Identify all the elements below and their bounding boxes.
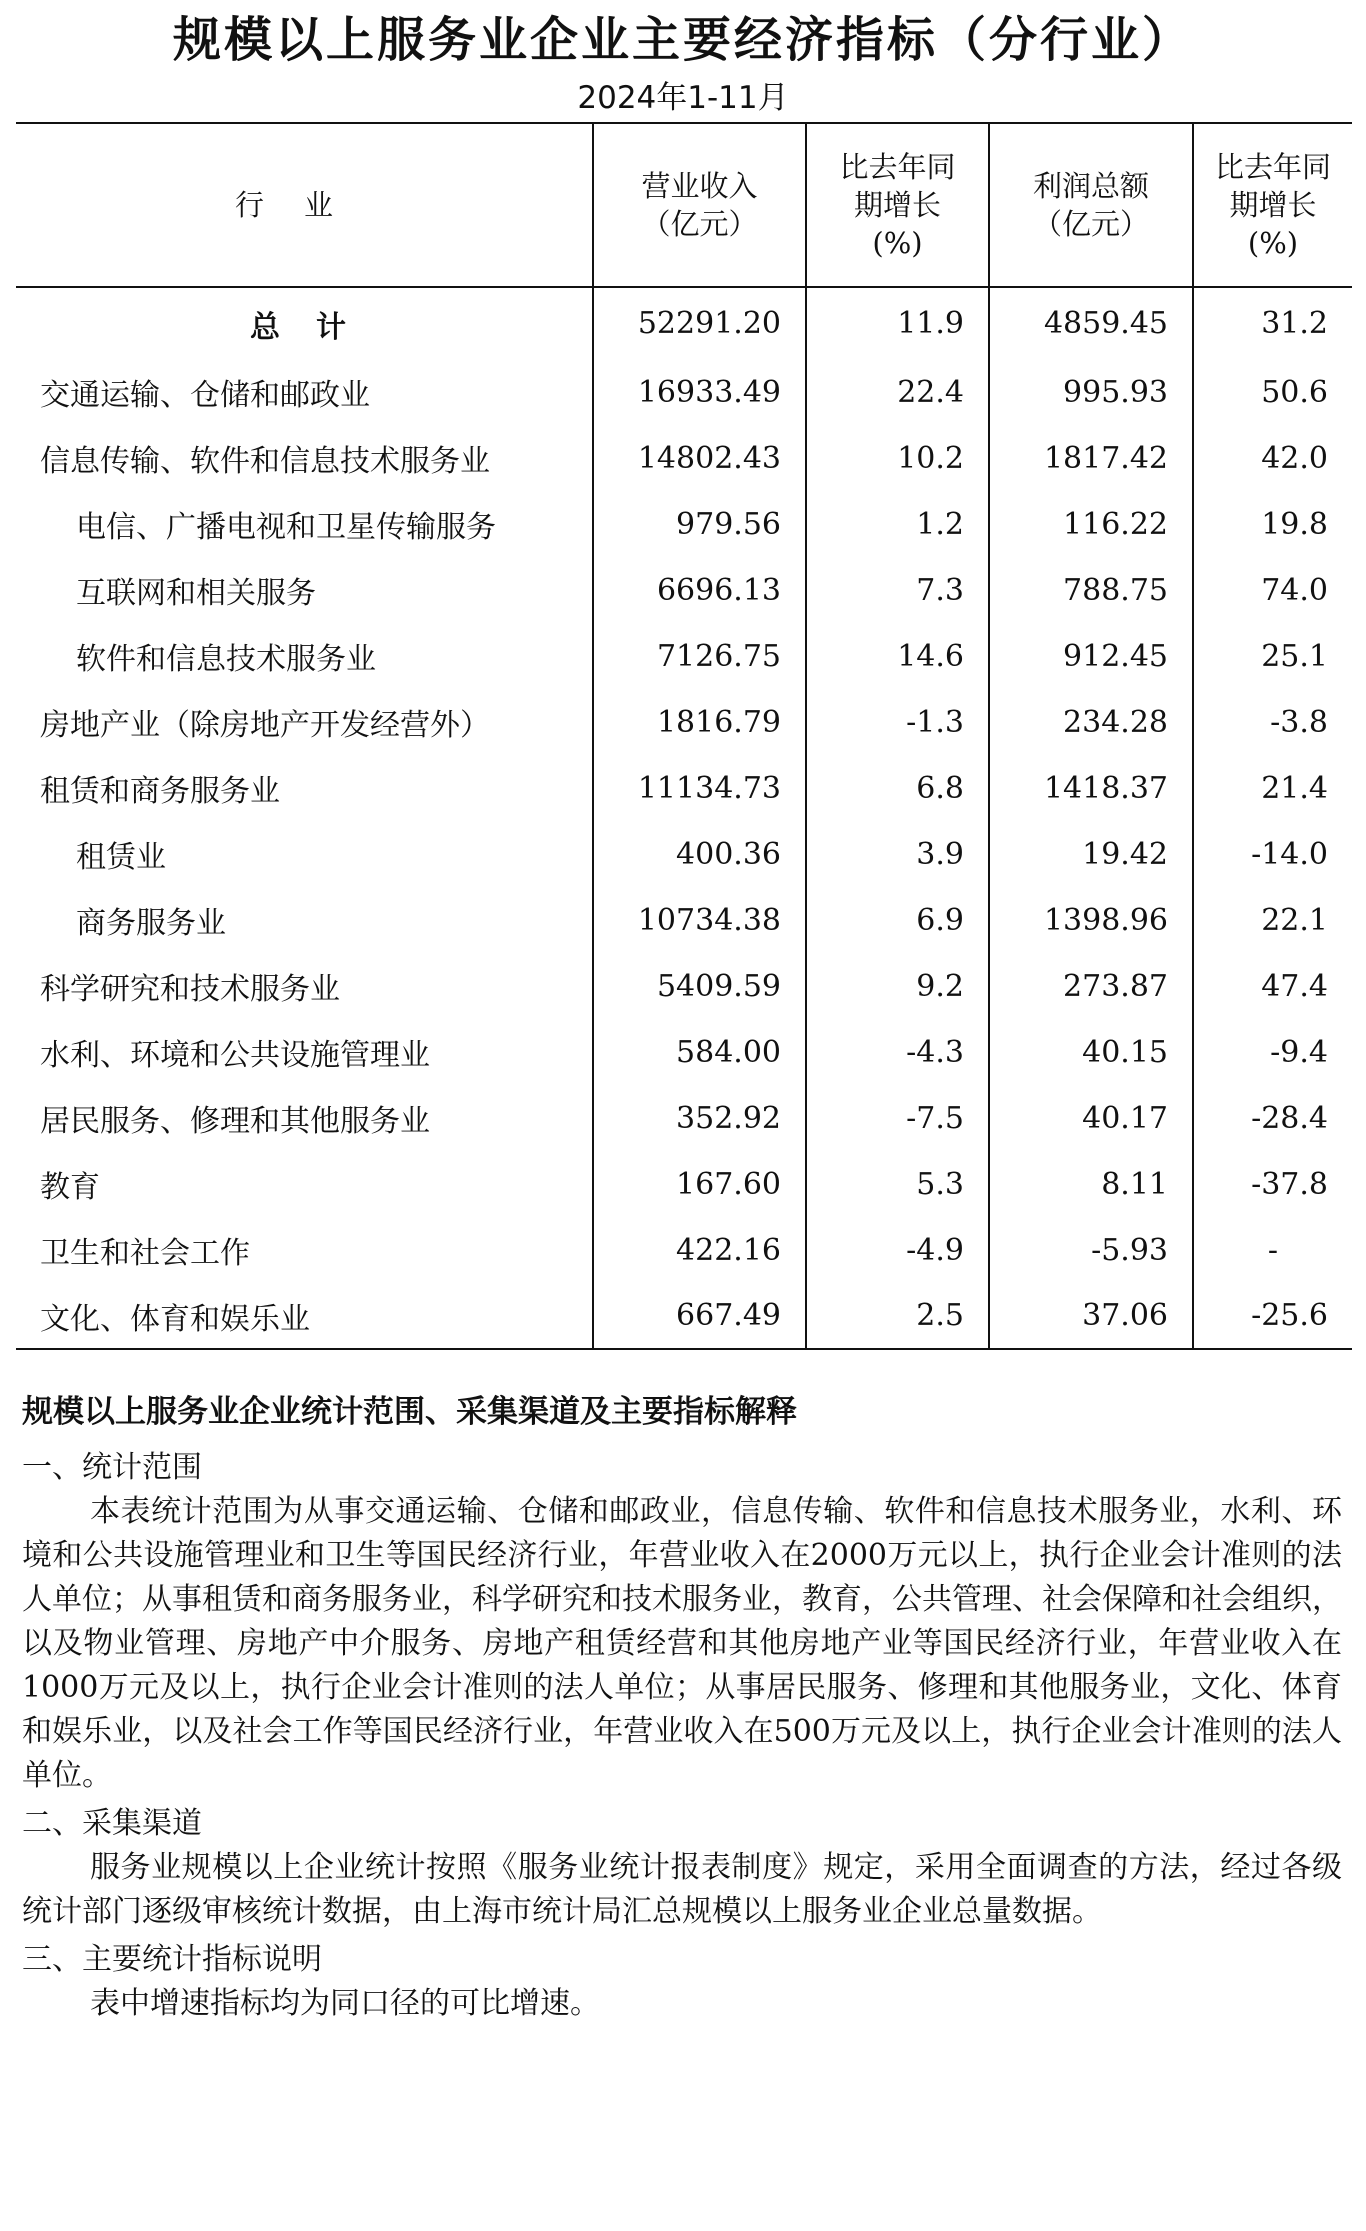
revenue-growth-cell: -4.3: [806, 1019, 989, 1085]
profit-growth-cell: 50.6: [1193, 359, 1352, 425]
header-profit-growth: [1193, 123, 1352, 287]
section-body-indicators: 表中增速指标均为同口径的可比增速。: [90, 1986, 600, 2021]
industry-name-cell: 居民服务、修理和其他服务业: [40, 1104, 430, 1139]
revenue-growth-cell: -1.3: [806, 689, 989, 755]
table-row: [16, 953, 1352, 1019]
revenue-growth-cell: 11.9: [806, 287, 989, 359]
revenue-cell: 11134.73: [593, 755, 806, 821]
industry-name-cell: 软件和信息技术服务业: [76, 642, 376, 677]
profit-growth-cell: 19.8: [1193, 491, 1352, 557]
header-revenue-text: 营业收入（亿元）: [641, 169, 758, 241]
profit-growth-cell: 25.1: [1193, 623, 1352, 689]
revenue-cell: 7126.75: [593, 623, 806, 689]
industry-name-cell: 商务服务业: [76, 906, 226, 941]
industry-name-cell: 交通运输、仓储和邮政业: [40, 378, 370, 413]
industry-name-cell: 总计: [250, 309, 382, 345]
section-body-scope: 本表统计范围为从事交通运输、仓储和邮政业，信息传输、软件和信息技术服务业，水利、环境和公共设施管理业和卫生等国民经济行业，年营业收入在2000万元以上，执行企业会计准则的法人单位；从事租赁和商务服务业，科学研究和技术服务业，教育，公共管理、社会保障和社会组织，以及物业管理、房地产中介服务、房地产租赁经营和其他房地产业等国民经济行业，年营业收入在1000万元及以上，执行企业会计准则的法人单位；从事居民服务、修理和其他服务业，文化、体育和娱乐业，以及社会工作等国民经济行业，年营业收入在500万元及以上，执行企业会计准则的法人单位。: [22, 1494, 1342, 1793]
revenue-cell: 167.60: [593, 1151, 806, 1217]
table-row: [16, 755, 1352, 821]
header-profit: [989, 123, 1193, 287]
profit-growth-cell: 31.2: [1193, 287, 1352, 359]
revenue-cell: 667.49: [593, 1283, 806, 1349]
revenue-cell: 10734.38: [593, 887, 806, 953]
revenue-growth-cell: 6.8: [806, 755, 989, 821]
profit-growth-cell: 22.1: [1193, 887, 1352, 953]
profit-growth-cell: -28.4: [1193, 1085, 1352, 1151]
industry-name-cell: 互联网和相关服务: [76, 576, 316, 611]
header-profit-text: 利润总额（亿元）: [1032, 169, 1149, 241]
profit-growth-cell: -: [1193, 1217, 1352, 1283]
profit-growth-cell: -25.6: [1193, 1283, 1352, 1349]
industry-name-cell: 科学研究和技术服务业: [40, 972, 340, 1007]
industry-name-cell: 租赁和商务服务业: [40, 774, 280, 809]
profit-growth-cell: 42.0: [1193, 425, 1352, 491]
table-row: [16, 821, 1352, 887]
table-row: [16, 425, 1352, 491]
table-row-total: [16, 287, 1352, 359]
section-heading-scope: 一、统计范围: [22, 1450, 202, 1485]
section-heading-channel: 二、采集渠道: [22, 1806, 202, 1841]
section-body-channel: 服务业规模以上企业统计按照《服务业统计报表制度》规定，采用全面调查的方法，经过各级统计部门逐级审核统计数据，由上海市统计局汇总规模以上服务业企业总量数据。: [22, 1850, 1342, 1929]
header-revenue-growth: [806, 123, 989, 287]
revenue-cell: 979.56: [593, 491, 806, 557]
indicator-table: [16, 122, 1352, 1350]
revenue-cell: 400.36: [593, 821, 806, 887]
revenue-cell: 422.16: [593, 1217, 806, 1283]
profit-cell: 1817.42: [989, 425, 1193, 491]
table-row: [16, 1283, 1352, 1349]
profit-growth-cell: 74.0: [1193, 557, 1352, 623]
notes-title: 规模以上服务业企业统计范围、采集渠道及主要指标解释: [22, 1394, 797, 1430]
profit-cell: 40.15: [989, 1019, 1193, 1085]
profit-cell: -5.93: [989, 1217, 1193, 1283]
header-revenue-growth-text: 比去年同期增长(%): [839, 150, 956, 260]
revenue-cell: 5409.59: [593, 953, 806, 1019]
table-body: [16, 287, 1352, 1349]
notes-section: [22, 1390, 1342, 2030]
industry-name-cell: 租赁业: [76, 840, 166, 875]
revenue-growth-cell: -7.5: [806, 1085, 989, 1151]
industry-name-cell: 房地产业（除房地产开发经营外）: [40, 708, 490, 743]
revenue-cell: 16933.49: [593, 359, 806, 425]
revenue-growth-cell: -4.9: [806, 1217, 989, 1283]
revenue-growth-cell: 14.6: [806, 623, 989, 689]
revenue-growth-cell: 7.3: [806, 557, 989, 623]
header-industry: 行业: [16, 123, 593, 287]
revenue-cell: 352.92: [593, 1085, 806, 1151]
profit-growth-cell: 47.4: [1193, 953, 1352, 1019]
profit-cell: 19.42: [989, 821, 1193, 887]
profit-cell: 37.06: [989, 1283, 1193, 1349]
table-row: [16, 887, 1352, 953]
profit-growth-cell: 21.4: [1193, 755, 1352, 821]
profit-cell: 116.22: [989, 491, 1193, 557]
profit-cell: 40.17: [989, 1085, 1193, 1151]
profit-growth-cell: -37.8: [1193, 1151, 1352, 1217]
header-profit-growth-text: 比去年同期增长(%): [1214, 150, 1331, 260]
industry-name-cell: 教育: [40, 1170, 100, 1205]
profit-cell: 1398.96: [989, 887, 1193, 953]
table-row: [16, 623, 1352, 689]
revenue-growth-cell: 2.5: [806, 1283, 989, 1349]
table-row: [16, 1019, 1352, 1085]
profit-growth-cell: -9.4: [1193, 1019, 1352, 1085]
profit-cell: 234.28: [989, 689, 1193, 755]
revenue-growth-cell: 22.4: [806, 359, 989, 425]
header-revenue: [593, 123, 806, 287]
revenue-growth-cell: 6.9: [806, 887, 989, 953]
table-row: [16, 557, 1352, 623]
report-period: 2024年1-11月: [577, 80, 789, 116]
revenue-growth-cell: 5.3: [806, 1151, 989, 1217]
table-row: [16, 359, 1352, 425]
profit-cell: 4859.45: [989, 287, 1193, 359]
profit-cell: 912.45: [989, 623, 1193, 689]
page-title: 规模以上服务业企业主要经济指标（分行业）: [172, 12, 1193, 68]
profit-cell: 1418.37: [989, 755, 1193, 821]
profit-growth-cell: -3.8: [1193, 689, 1352, 755]
revenue-growth-cell: 3.9: [806, 821, 989, 887]
revenue-growth-cell: 10.2: [806, 425, 989, 491]
industry-name-cell: 电信、广播电视和卫星传输服务: [76, 510, 496, 545]
profit-cell: 995.93: [989, 359, 1193, 425]
revenue-growth-cell: 1.2: [806, 491, 989, 557]
industry-name-cell: 卫生和社会工作: [40, 1236, 250, 1271]
revenue-cell: 6696.13: [593, 557, 806, 623]
industry-name-cell: 水利、环境和公共设施管理业: [40, 1038, 430, 1073]
profit-growth-cell: -14.0: [1193, 821, 1352, 887]
revenue-cell: 52291.20: [593, 287, 806, 359]
section-heading-indicators: 三、主要统计指标说明: [22, 1942, 322, 1977]
table-header-row: [16, 123, 1352, 287]
profit-cell: 8.11: [989, 1151, 1193, 1217]
table-row: [16, 491, 1352, 557]
revenue-growth-cell: 9.2: [806, 953, 989, 1019]
table-row: [16, 1085, 1352, 1151]
industry-name-cell: 信息传输、软件和信息技术服务业: [40, 444, 490, 479]
table-row: [16, 689, 1352, 755]
revenue-cell: 1816.79: [593, 689, 806, 755]
revenue-cell: 584.00: [593, 1019, 806, 1085]
industry-name-cell: 文化、体育和娱乐业: [16, 1283, 593, 1349]
profit-cell: 788.75: [989, 557, 1193, 623]
profit-cell: 273.87: [989, 953, 1193, 1019]
revenue-cell: 14802.43: [593, 425, 806, 491]
table-row: [16, 1217, 1352, 1283]
table-row: [16, 1151, 1352, 1217]
